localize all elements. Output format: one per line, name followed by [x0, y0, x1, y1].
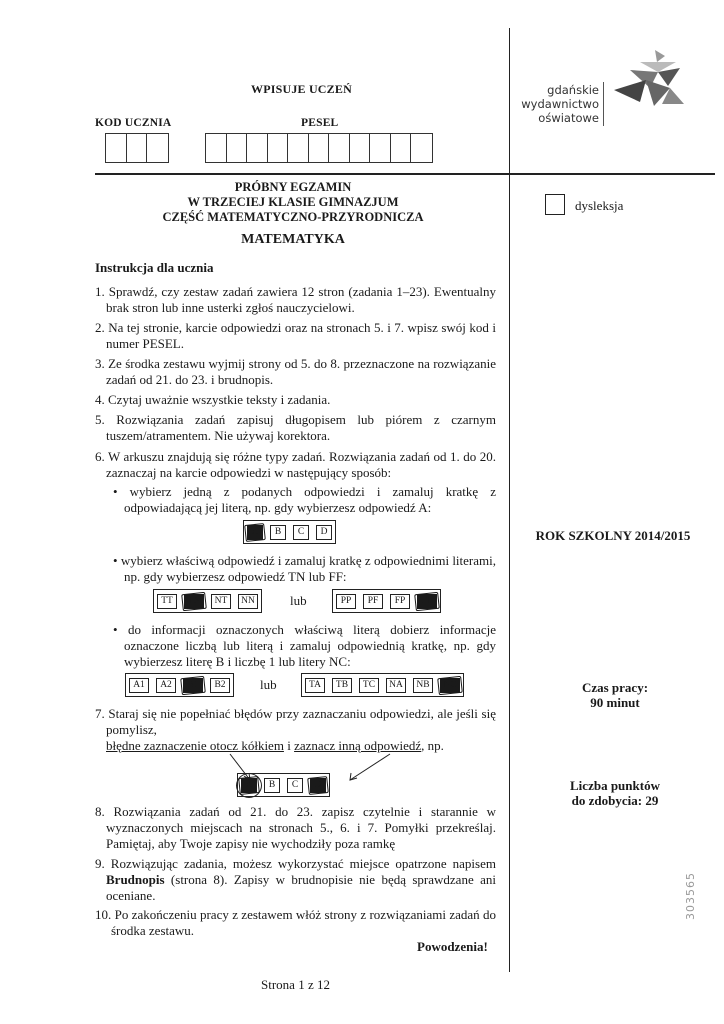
example-option: FP	[390, 594, 410, 609]
page-number: Strona 1 z 12	[261, 977, 330, 992]
school-year: ROK SZKOLNY 2014/2015	[535, 528, 691, 543]
example-single-choice	[243, 520, 336, 544]
horizontal-divider	[95, 173, 715, 175]
example-option: NC	[440, 678, 460, 693]
instruction-9: 9. Rozwiązując zadania, możesz wykorzystać miejsce opatrzone napisem Brudnopis (strona 8). Zapisy w brudnopisie nie będą sprawdzane ani oceniane.	[95, 856, 496, 903]
exam-subject: MATEMATYKA	[241, 232, 345, 247]
pesel-label: PESEL	[301, 117, 339, 129]
example-correction	[237, 773, 330, 797]
instruction-2: 2. Na tej stronie, karcie odpowiedzi oraz na stronach 5. i 7. wpisz swój kod i numer PESEL.	[95, 320, 496, 351]
example-option: TT	[157, 594, 177, 609]
example-nc-choice	[301, 673, 464, 697]
or-word: lub	[260, 677, 277, 692]
example-option: B2	[210, 678, 230, 693]
example-option: TC	[359, 678, 379, 693]
instruction-6-bullet-1: • wybierz jedną z podanych odpowiedzi i zamaluj kratkę z odpowiadającą jej literą, np. gdy wybierzesz odpowiedź A:	[113, 484, 496, 515]
instruction-6: 6. W arkuszu znajdują się różne typy zadań. Rozwiązania zadań od 1. do 20. zaznaczaj na karcie odpowiedzi w następujący sposób:	[95, 449, 496, 480]
dyslexia-checkbox[interactable]	[545, 194, 565, 215]
example-b1-choice	[125, 673, 234, 697]
example-option: TN	[184, 594, 204, 609]
or-word: lub	[290, 593, 307, 608]
example-option: TA	[305, 678, 325, 693]
example-option: TB	[332, 678, 352, 693]
example-option: A2	[156, 678, 176, 693]
instruction-8: 8. Rozwiązania zadań od 21. do 23. zapisz czytelnie i starannie w wyznaczonych miejscach na stronach 5., 6. i 7. Pomyłki przekreślaj. Pamiętaj, aby Twoje zapisy nie wychodziły poza ramkę	[95, 804, 496, 851]
example-option: B	[270, 525, 286, 540]
example-option: NT	[211, 594, 231, 609]
exam-duration: Czas pracy: 90 minut	[581, 680, 649, 710]
vertical-divider	[509, 28, 510, 972]
instruction-7: 7. Staraj się nie popełniać błędów przy zaznaczaniu odpowiedzi, ale jeśli się pomylisz, błędne zaznaczenie otocz kółkiem i zaznacz inną odpowiedź, np.	[95, 706, 496, 753]
student-code-label: KOD UCZNIA	[95, 117, 172, 129]
instruction-4: 4. Czytaj uważnie wszystkie teksty i zadania.	[95, 392, 331, 407]
dyslexia-label: dysleksja	[575, 198, 624, 213]
student-code-field[interactable]	[105, 133, 169, 163]
student-fills-label: WPISUJE UCZEŃ	[251, 82, 352, 96]
example-option: PP	[336, 594, 356, 609]
example-option: NN	[238, 594, 258, 609]
example-option: D	[310, 778, 326, 793]
example-option: B1	[183, 678, 203, 693]
pesel-field[interactable]	[205, 133, 433, 163]
example-option: B	[264, 778, 280, 793]
example-option: NB	[413, 678, 433, 693]
max-points: Liczba punktów do zdobycia: 29	[570, 778, 660, 808]
instruction-10: 10. Po zakończeniu pracy z zestawem włóż strony z rozwiązaniami zadań do środka zestawu.	[95, 907, 496, 938]
example-option: D	[316, 525, 332, 540]
instruction-3: 3. Ze środka zestawu wyjmij strony od 5. do 8. przeznaczone na rozwiązanie zadań od 21. do 23. i brudnopis.	[95, 356, 496, 387]
instruction-6-bullet-3: • do informacji oznaczonych właściwą literą dobierz informacje oznaczone liczbą lub literą i zamaluj odpowiednią kratkę, np. gdy wybierzesz literę B i liczbę 1 lub litery NC:	[113, 622, 496, 669]
logo-divider	[603, 82, 604, 126]
exam-title: PRÓBNY EGZAMIN W TRZECIEJ KLASIE GIMNAZJUM CZĘŚĆ MATEMATYCZNO-PRZYRODNICZA	[162, 180, 424, 224]
example-option: FF	[417, 594, 437, 609]
publisher-logo-icon	[610, 48, 690, 118]
example-option: C	[287, 778, 303, 793]
example-option: NA	[386, 678, 406, 693]
good-luck: Powodzenia!	[417, 939, 488, 954]
example-option: PF	[363, 594, 383, 609]
instruction-5: 5. Rozwiązania zadań zapisuj długopisem lub piórem z czarnym tuszem/atramentem. Nie używaj korektora.	[95, 412, 496, 443]
example-option: A1	[129, 678, 149, 693]
example-tn-choice	[153, 589, 262, 613]
example-option: A	[241, 778, 257, 793]
instruction-1: 1. Sprawdź, czy zestaw zadań zawiera 12 stron (zadania 1–23). Ewentualny brak stron lub inne usterki zgłoś nauczycielowi.	[95, 284, 496, 315]
instructions-heading: Instrukcja dla ucznia	[95, 260, 214, 275]
publisher-name: gdańskie wydawnictwo oświatowe	[521, 83, 599, 125]
example-ff-choice	[332, 589, 441, 613]
example-option: C	[293, 525, 309, 540]
instruction-6-bullet-2: • wybierz właściwą odpowiedź i zamaluj kratkę z odpowiednimi literami, np. gdy wybierzesz odpowiedź TN lub FF:	[113, 553, 496, 584]
document-code: 303565	[684, 872, 697, 920]
example-option: A	[247, 525, 263, 540]
